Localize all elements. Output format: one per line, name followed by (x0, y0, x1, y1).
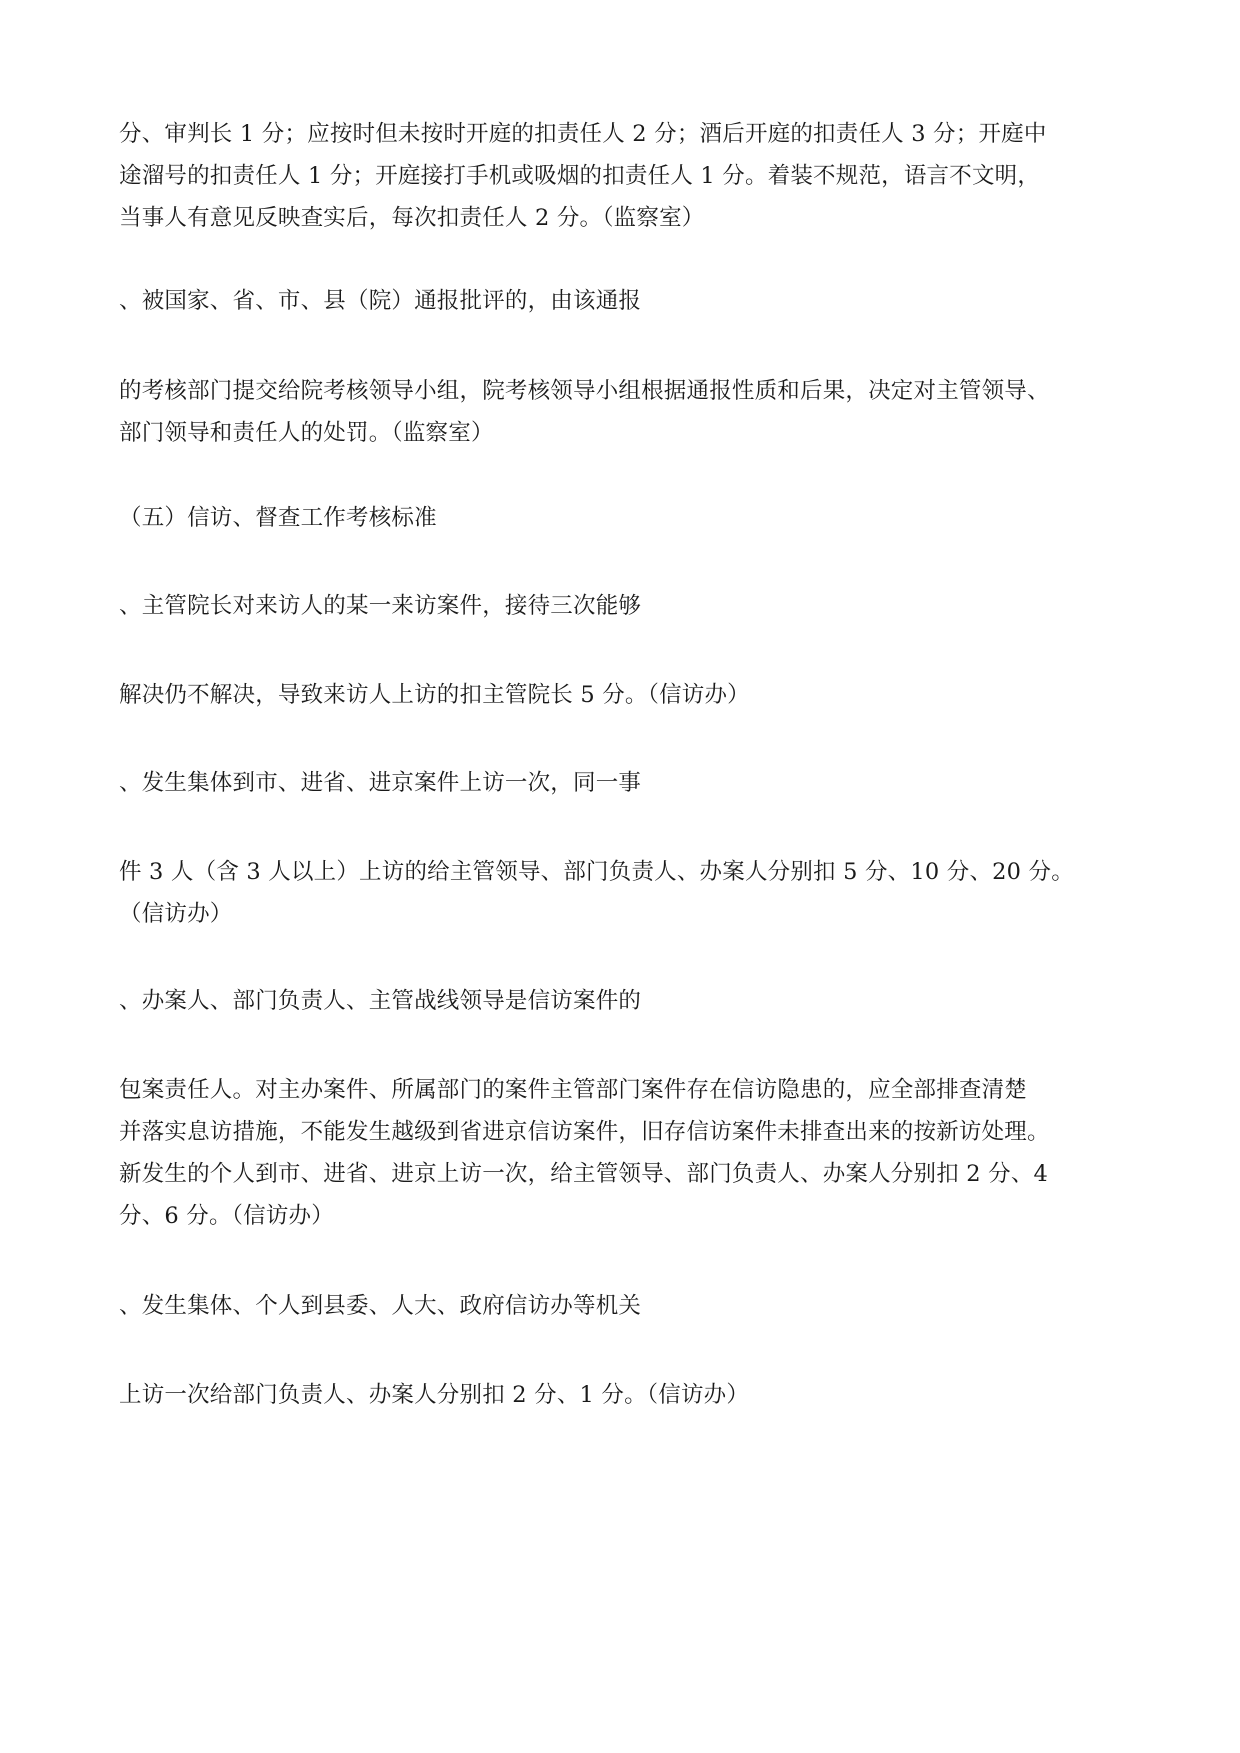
text-line: 、发生集体、个人到县委、人大、政府信访办等机关 (119, 1293, 642, 1319)
text-line: 并落实息访措施，不能发生越级到省进京信访案件，旧存信访案件未排查出来的按新访处理。 (119, 1119, 1050, 1145)
text-line: 部门领导和责任人的处罚。（监察室） (119, 420, 494, 446)
text-line: 包案责任人。对主办案件、所属部门的案件主管部门案件存在信访隐患的，应全部排查清楚 (119, 1077, 1028, 1103)
paragraph-assessment-department (119, 370, 1129, 454)
text-line: 分、6 分。（信访办） (119, 1203, 334, 1229)
text-line: （五）信访、督查工作考核标准 (119, 505, 437, 531)
text-line: 新发生的个人到市、进省、进京上访一次，给主管领导、部门负责人、办案人分别扣 2 分、4 (119, 1161, 1049, 1187)
paragraph-collective-petition (119, 762, 1129, 804)
paragraph-president-penalty (119, 674, 1129, 716)
text-line: 解决仍不解决，导致来访人上访的扣主管院长 5 分。（信访办） (119, 682, 750, 708)
section-heading-petition (119, 497, 1129, 539)
text-line: 上访一次给部门负责人、办案人分别扣 2 分、1 分。（信访办） (119, 1382, 750, 1408)
paragraph-county-penalty (119, 1374, 1129, 1416)
paragraph-penalty-hearing (119, 113, 1129, 239)
text-line: 、发生集体到市、进省、进京案件上访一次，同一事 (119, 770, 642, 796)
paragraph-collective-penalty (119, 851, 1129, 935)
text-line: 、被国家、省、市、县（院）通报批评的，由该通报 (119, 288, 642, 314)
paragraph-president-reception (119, 585, 1129, 627)
text-line: 的考核部门提交给院考核领导小组，院考核领导小组根据通报性质和后果，决定对主管领导、 (119, 378, 1050, 404)
text-line: （信访办） (119, 901, 233, 927)
paragraph-responsible-persons (119, 980, 1129, 1022)
text-line: 、主管院长对来访人的某一来访案件，接待三次能够 (119, 593, 642, 619)
paragraph-county-petition (119, 1285, 1129, 1327)
paragraph-notice-criticism (119, 280, 1129, 322)
paragraph-case-responsibility (119, 1069, 1129, 1237)
text-line: 途溜号的扣责任人 1 分；开庭接打手机或吸烟的扣责任人 1 分。着装不规范，语言不文明， (119, 163, 1041, 189)
text-line: 、办案人、部门负责人、主管战线领导是信访案件的 (119, 988, 642, 1014)
text-line: 件 3 人（含 3 人以上）上访的给主管领导、部门负责人、办案人分别扣 5 分、10 分、20 分。 (119, 859, 1074, 885)
text-line: 分、审判长 1 分；应按时但未按时开庭的扣责任人 2 分；酒后开庭的扣责任人 3 分；开庭中 (119, 121, 1047, 147)
text-line: 当事人有意见反映查实后，每次扣责任人 2 分。（监察室） (119, 205, 705, 231)
